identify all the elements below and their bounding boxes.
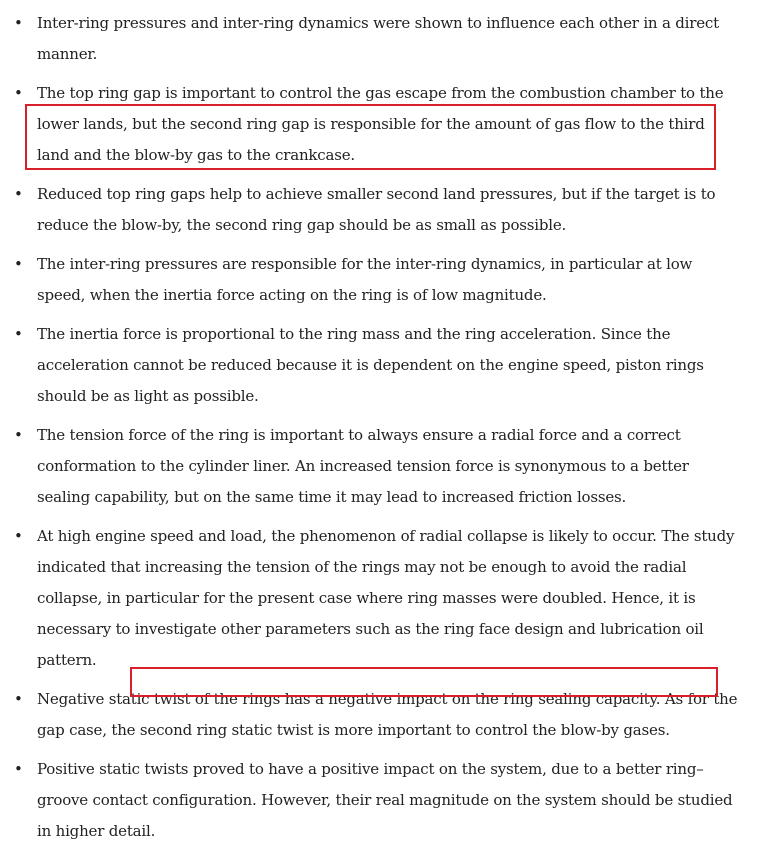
list-item xyxy=(0,249,765,311)
list-item-text: Inter-ring pressures and inter-ring dynamics were shown to influence each other in a direct manner. xyxy=(37,14,719,63)
list-item xyxy=(0,179,765,241)
list-item xyxy=(0,420,765,513)
document-body xyxy=(0,8,765,855)
list-item xyxy=(0,78,765,171)
list-item-text: The inter-ring pressures are responsible for the inter-ring dynamics, in particular at low speed, when the inertia force acting on the ring is of low magnitude. xyxy=(37,255,693,304)
list-item xyxy=(0,521,765,676)
findings-list xyxy=(0,8,765,847)
list-item-text: Negative static twist of the rings has a negative impact on the ring sealing capacity. As for the gap case, the second ring static twist is more important to control the blow-by gases. xyxy=(37,690,738,739)
list-item xyxy=(0,8,765,70)
list-item-text: Reduced top ring gaps help to achieve smaller second land pressures, but if the target is to reduce the blow-by, the second ring gap should be as small as possible. xyxy=(37,185,716,234)
list-item-text: At high engine speed and load, the phenomenon of radial collapse is likely to occur. The study indicated that increasing the tension of the rings may not be enough to avoid the radial collapse, in particular for the present case where ring masses were doubled. Hence, it is necessary to investigate other parameters such as the ring face design and lubrication oil pattern. xyxy=(37,527,735,669)
list-item xyxy=(0,319,765,412)
list-item xyxy=(0,754,765,847)
list-item xyxy=(0,684,765,746)
list-item-text: Positive static twists proved to have a positive impact on the system, due to a better ring–groove contact configuration. However, their real magnitude on the system should be studied in higher detail. xyxy=(37,760,733,840)
list-item-text: The tension force of the ring is important to always ensure a radial force and a correct conformation to the cylinder liner. An increased tension force is synonymous to a better sealing capability, but on the same time it may lead to increased friction losses. xyxy=(37,426,689,506)
list-item-text: The inertia force is proportional to the ring mass and the ring acceleration. Since the acceleration cannot be reduced because it is dependent on the engine speed, piston rings should be as light as possible. xyxy=(37,325,704,405)
list-item-text: The top ring gap is important to control the gas escape from the combustion chamber to the lower lands, but the second ring gap is responsible for the amount of gas flow to the third land and the blow-by gas to the crankcase. xyxy=(37,84,724,164)
